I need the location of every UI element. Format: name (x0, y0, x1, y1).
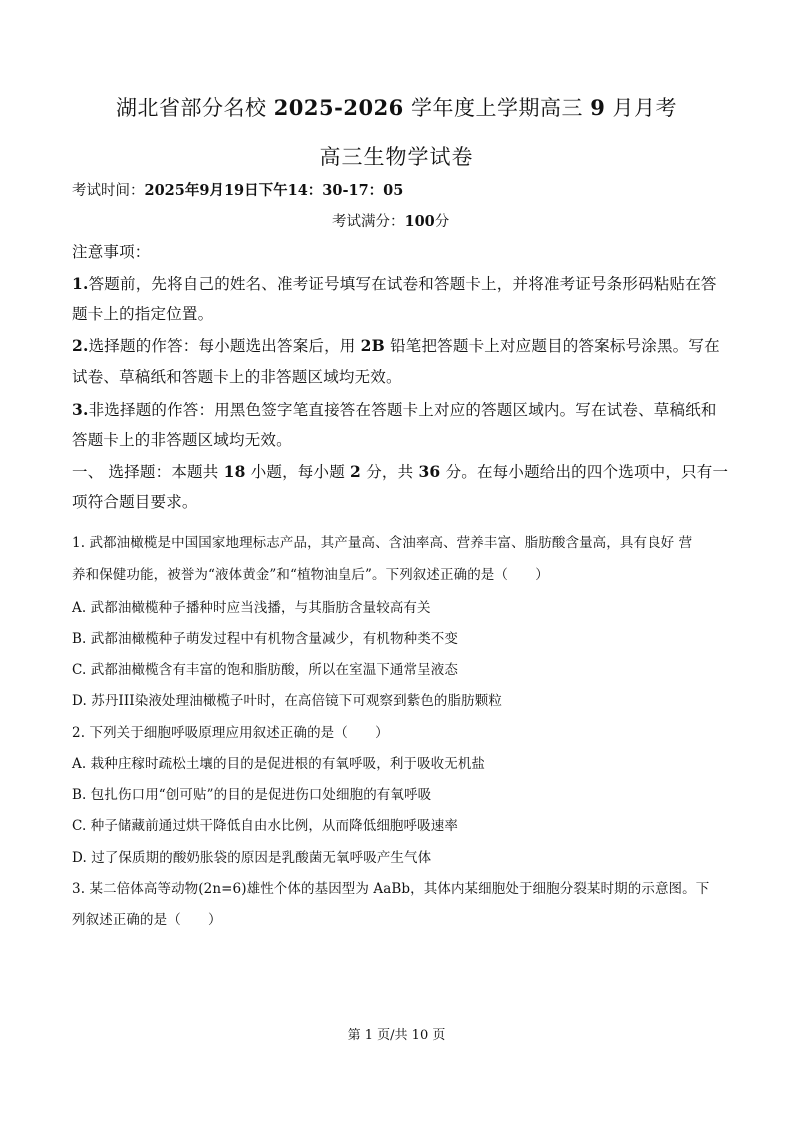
question-1-option-a: A. 武都油橄榄种子播种时应当浅播，与其脂肪含量较高有关 (72, 600, 431, 616)
note-1-text: 答题前，先将自己的姓名、准考证号填写在试卷和答题卡上，并将准考证号条形码粘贴在答 (88, 275, 717, 293)
exam-time (72, 179, 403, 200)
title-suffix: 月月考 (612, 96, 677, 120)
exam-score (332, 210, 449, 231)
exam-score-label: 考试满分： (332, 214, 405, 230)
note-3-line-1 (72, 398, 717, 420)
question-2-option-b: B. 包扎伤口用“创可贴”的目的是促进伤口处细胞的有氧呼吸 (72, 787, 432, 803)
section-count: 18 (223, 462, 246, 481)
question-1-stem-line-2: 养和保健功能，被誉为“液体黄金”和“植物油皇后”。下列叙述正确的是（ ） (72, 567, 549, 583)
title-month: 9 (590, 95, 606, 120)
note-2-pencil: 2B (360, 336, 385, 355)
question-3-stem-line-1: 3. 某二倍体高等动物(2n=6)雄性个体的基因型为 AaBb，其体内某细胞处于细胞分裂某时期的示意图。下 (72, 881, 710, 897)
note-2-text-a: 选择题的作答：每小题选出答案后，用 (88, 337, 356, 355)
note-2-text-c: 铅笔把答题卡上对应题目的答案标号涂黑。写在 (390, 337, 720, 355)
page-footer: 第 1 页/共 10 页 (347, 1028, 446, 1043)
section-text-g: 分。在每小题给出的四个选项中，只有一 (445, 463, 729, 481)
title-mid: 学年度上学期高三 (411, 96, 583, 120)
question-1-stem-line-1: 1. 武都油橄榄是中国国家地理标志产品，其产量高、含油率高、营养丰富、脂肪酸含量高，具有良好 营 (72, 535, 693, 551)
question-2-option-c: C. 种子储藏前通过烘干降低自由水比例，从而降低细胞呼吸速率 (72, 818, 458, 834)
title-prefix: 湖北省部分名校 (116, 96, 267, 120)
note-3-text: 非选择题的作答：用黑色签字笔直接答在答题卡上对应的答题区域内。写在试卷、草稿纸和 (88, 401, 717, 419)
question-1-option-d: D. 苏丹III染液处理油橄榄子叶时，在高倍镜下可观察到紫色的脂肪颗粒 (72, 693, 502, 709)
question-3-stem-line-2: 列叙述正确的是（ ） (72, 912, 222, 928)
section-text-e: 分，共 (366, 463, 414, 481)
section-points-each: 2 (350, 462, 362, 481)
question-1-option-b: B. 武都油橄榄种子萌发过程中有机物含量减少，有机物种类不变 (72, 631, 459, 647)
note-2-number: 2. (72, 336, 89, 355)
exam-score-value: 100 (404, 213, 435, 230)
exam-time-value: 2025年9月19日下午14：30-17：05 (144, 182, 404, 199)
note-3-line-2: 答题卡上的非答题区域均无效。 (72, 431, 292, 449)
section-text-c: 小题，每小题 (250, 463, 345, 481)
question-2-option-a: A. 栽种庄稼时疏松土壤的目的是促进根的有氧呼吸，利于吸收无机盐 (72, 756, 486, 772)
exam-title (0, 92, 793, 122)
exam-subtitle: 高三生物学试卷 (319, 145, 474, 169)
section-heading-line-2: 项符合题目要求。 (72, 493, 198, 511)
note-1-number: 1. (72, 274, 89, 293)
note-3-number: 3. (72, 400, 89, 419)
question-2-stem: 2. 下列关于细胞呼吸原理应用叙述正确的是（ ） (72, 725, 389, 741)
exam-score-unit: 分 (434, 214, 450, 230)
note-1-line-2: 题卡上的指定位置。 (72, 305, 214, 323)
note-2-line-1 (72, 334, 720, 356)
question-2-option-d: D. 过了保质期的酸奶胀袋的原因是乳酸菌无氧呼吸产生气体 (72, 850, 432, 866)
note-1-line-1 (72, 272, 717, 294)
note-2-line-2: 试卷、草稿纸和答题卡上的非答题区域均无效。 (72, 368, 402, 386)
section-heading-line-1 (72, 460, 728, 482)
section-text-a: 一、 选择题：本题共 (72, 463, 219, 481)
title-years: 2025-2026 (273, 95, 404, 120)
notes-heading: 注意事项： (72, 243, 151, 261)
exam-time-label: 考试时间： (72, 183, 145, 199)
section-total: 36 (418, 462, 441, 481)
question-1-option-c: C. 武都油橄榄含有丰富的饱和脂肪酸，所以在室温下通常呈液态 (72, 662, 458, 678)
